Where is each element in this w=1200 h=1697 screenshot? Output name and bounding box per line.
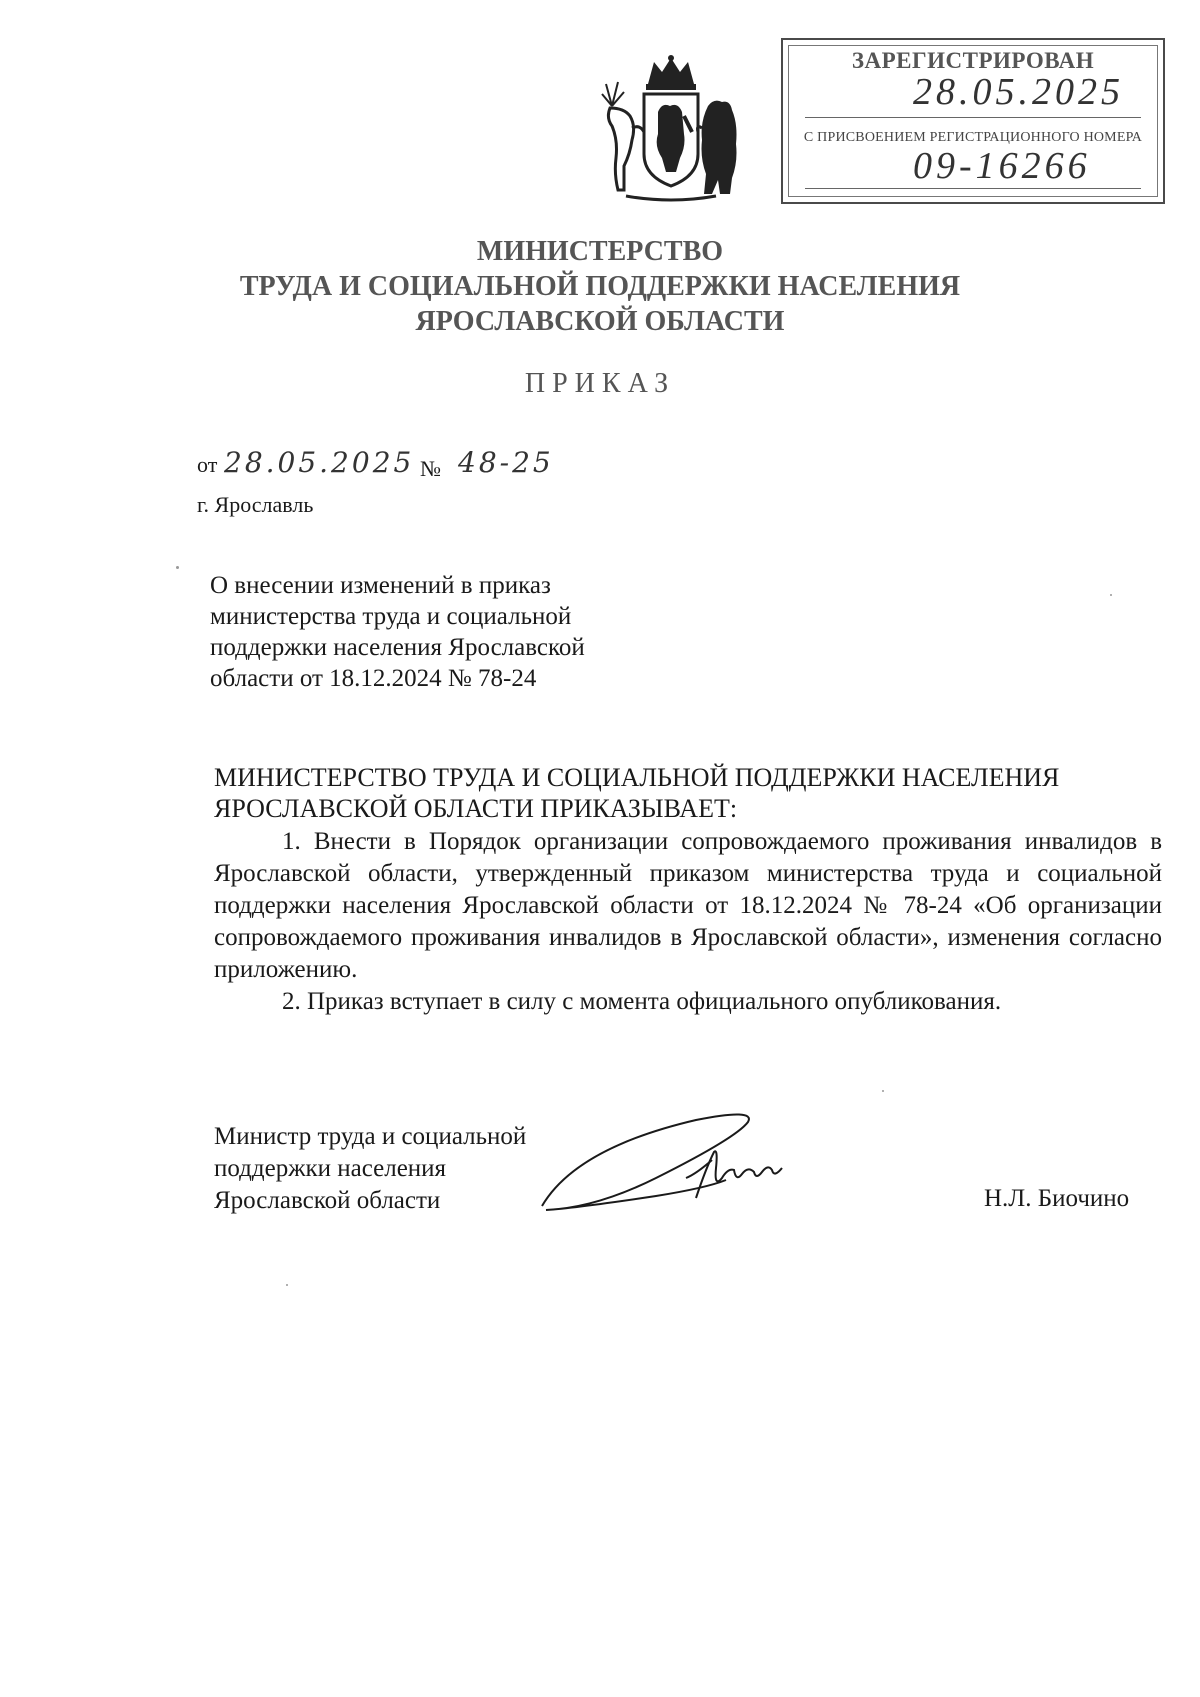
order-from-label: от <box>197 452 218 477</box>
order-date: 28.05.2025 <box>224 446 415 479</box>
stamp-number: 09-16266 <box>913 145 1091 187</box>
role-line: поддержки населения <box>214 1155 447 1182</box>
ministry-line: ЯРОСЛАВСКОЙ ОБЛАСТИ <box>415 306 785 337</box>
subject-line: области от 18.12.2024 № 78-24 <box>210 665 537 692</box>
order-item-1: 1. Внести в Порядок организации сопровождаемого проживания инвалидов в Ярославской области, утвержденный приказом министерства труда и социальной поддержки населения Ярославской области от 18.12.2024 № 78-24 «Об организации сопровождаемого проживания инвалидов в Ярославской области», изменения согласно приложению. <box>214 828 1162 983</box>
role-line: Министр труда и социальной <box>214 1123 527 1150</box>
scan-speck <box>882 1090 884 1092</box>
ministry-line: МИНИСТЕРСТВО <box>476 236 724 267</box>
orders-statement: МИНИСТЕРСТВО ТРУДА И СОЦИАЛЬНОЙ ПОДДЕРЖКИ НАСЕЛЕНИЯ ЯРОСЛАВСКОЙ ОБЛАСТИ ПРИКАЗЫВАЕТ: <box>214 763 1060 823</box>
stamp-caption: С ПРИСВОЕНИЕМ РЕГИСТРАЦИОННОГО НОМЕРА <box>803 130 1143 145</box>
handwritten-signature <box>536 1108 806 1220</box>
order-number: 48-25 <box>458 446 554 479</box>
scan-speck <box>176 566 179 569</box>
order-city: г. Ярославль <box>197 492 314 517</box>
order-number-label: № <box>420 456 441 481</box>
order-subject <box>210 570 670 694</box>
stamp-divider <box>805 188 1141 189</box>
order-item-2: 2. Приказ вступает в силу с момента официального опубликования. <box>282 988 1002 1015</box>
coat-of-arms-icon <box>596 54 746 206</box>
document-type-title: ПРИКАЗ <box>524 368 676 399</box>
subject-line: министерства труда и социальной <box>210 603 572 630</box>
ministry-line: ТРУДА И СОЦИАЛЬНОЙ ПОДДЕРЖКИ НАСЕЛЕНИЯ <box>239 271 961 302</box>
scan-speck <box>286 1284 288 1286</box>
role-line: Ярославской области <box>214 1187 441 1214</box>
subject-line: поддержки населения Ярославской <box>210 634 585 661</box>
stamp-date: 28.05.2025 <box>913 71 1124 113</box>
stamp-title: ЗАРЕГИСТРИРОВАН <box>851 48 1095 73</box>
registration-stamp <box>781 38 1165 204</box>
signatory-name: Н.Л. Биочино <box>984 1185 1130 1212</box>
signatory-role <box>214 1121 574 1217</box>
subject-line: О внесении изменений в приказ <box>210 572 551 599</box>
scan-speck <box>1110 594 1112 596</box>
stamp-divider <box>805 117 1141 118</box>
ministry-heading <box>200 234 1000 339</box>
